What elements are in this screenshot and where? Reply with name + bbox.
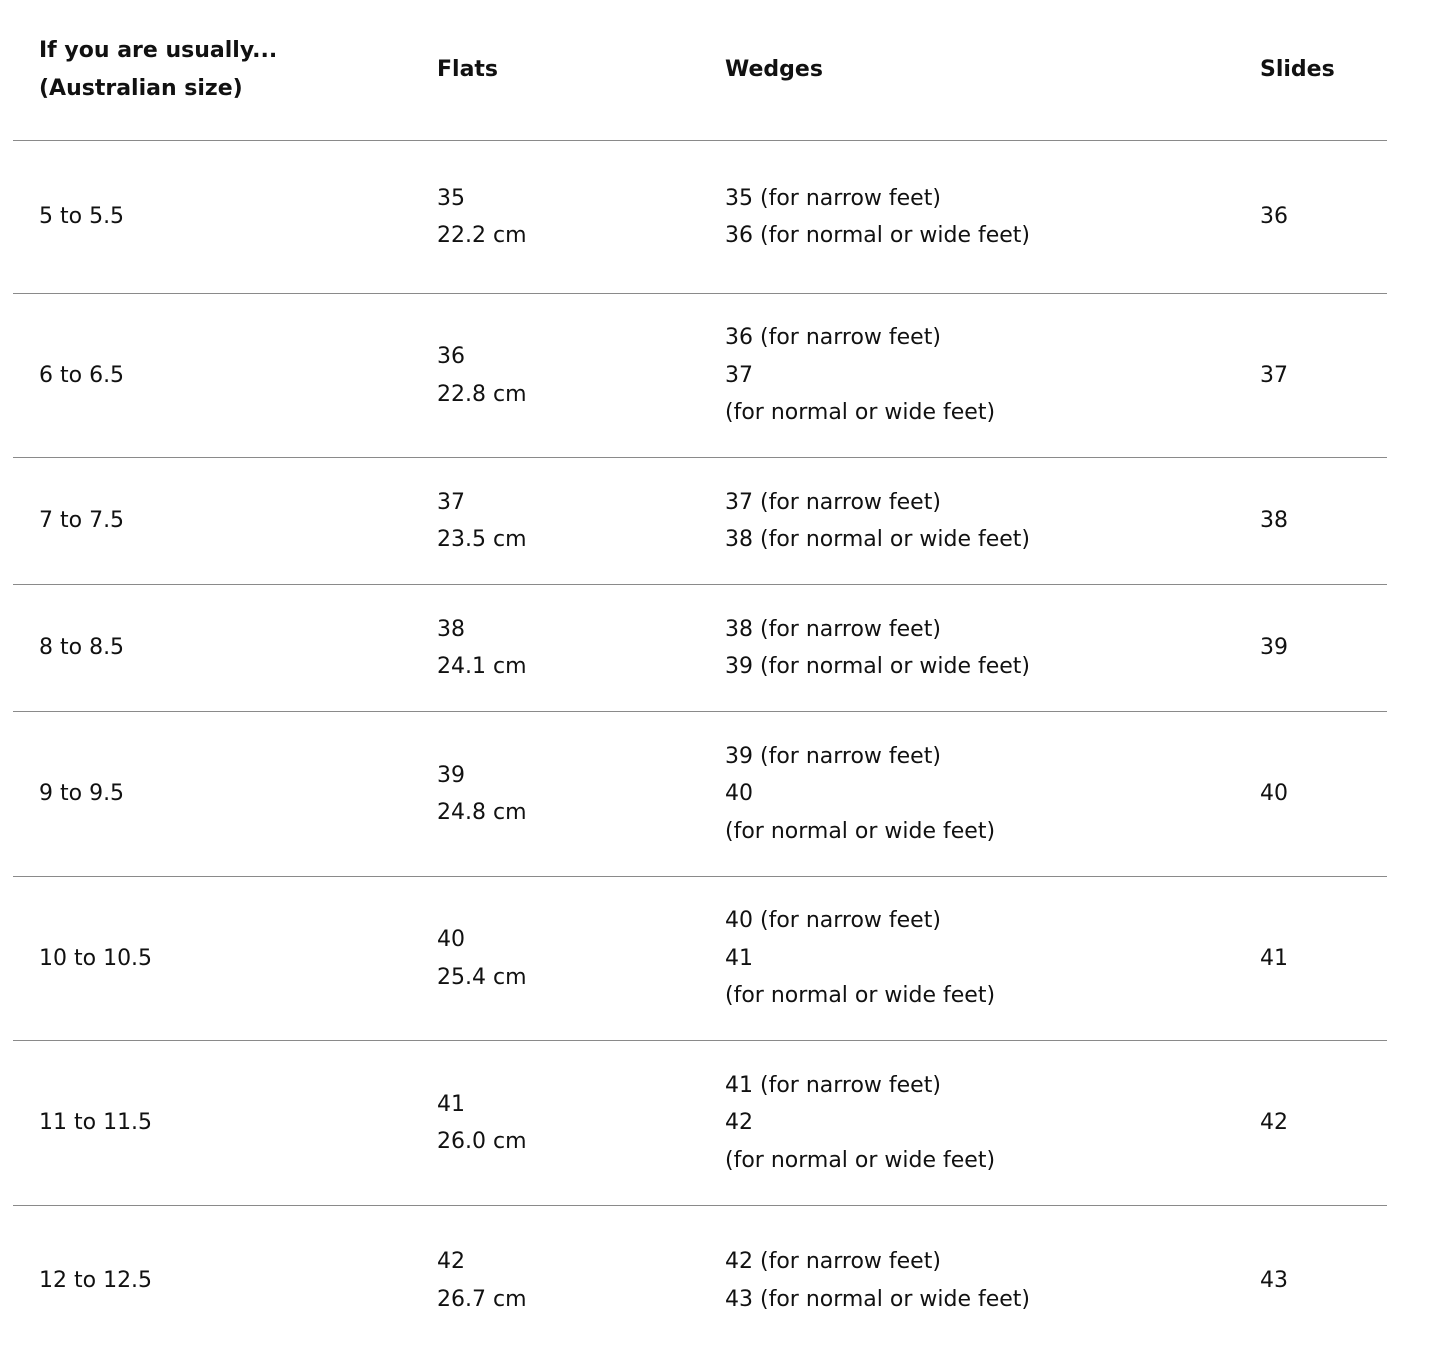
wedges-line: (for normal or wide feet) — [725, 983, 996, 1009]
flats-length: 26.0 cm — [437, 1129, 527, 1154]
cell-usual-size: 9 to 9.5 — [13, 712, 411, 877]
cell-flats — [411, 458, 699, 585]
wedges-line: 36 (for normal or wide feet) — [725, 223, 1031, 248]
flats-length: 23.5 cm — [437, 527, 527, 552]
wedges-line: (for normal or wide feet) — [725, 1147, 996, 1173]
flats-length: 24.8 cm — [437, 800, 527, 825]
flats-length: 22.2 cm — [437, 223, 527, 248]
cell-usual-size: 10 to 10.5 — [13, 877, 411, 1041]
table-row — [13, 294, 1387, 458]
table-row — [13, 1041, 1387, 1206]
cell-wedges — [699, 458, 1234, 585]
flats-size: 35 — [437, 185, 465, 211]
header-slides — [1234, 0, 1387, 141]
wedges-line: 41 (for narrow feet) — [725, 1072, 941, 1098]
cell-flats — [411, 141, 699, 294]
wedges-line: 42 (for narrow feet) — [725, 1249, 941, 1275]
header-flats-label: Flats — [437, 57, 499, 82]
table-row — [13, 141, 1387, 294]
wedges-line: 40 — [725, 781, 753, 807]
flats-size: 38 — [437, 616, 465, 642]
wedges-line: 39 (for narrow feet) — [725, 743, 941, 769]
wedges-line: 38 (for narrow feet) — [725, 616, 941, 642]
cell-slides: 39 — [1234, 585, 1387, 712]
flats-length: 26.7 cm — [437, 1286, 527, 1312]
cell-flats — [411, 877, 699, 1041]
wedges-line: (for normal or wide feet) — [725, 400, 996, 426]
wedges-line: 36 (for narrow feet) — [725, 325, 941, 351]
cell-usual-size: 5 to 5.5 — [13, 141, 411, 294]
wedges-line: 37 — [725, 362, 753, 388]
flats-size: 36 — [437, 344, 465, 369]
cell-flats — [411, 1206, 699, 1356]
wedges-line: 37 (for narrow feet) — [725, 489, 941, 515]
flats-size: 39 — [437, 762, 465, 788]
header-flats — [411, 0, 699, 141]
flats-length: 22.8 cm — [437, 381, 527, 407]
cell-slides: 36 — [1234, 141, 1387, 294]
header-slides-label: Slides — [1260, 57, 1335, 82]
table-row — [13, 712, 1387, 877]
cell-usual-size: 7 to 7.5 — [13, 458, 411, 585]
header-usual-size — [13, 0, 411, 141]
cell-flats — [411, 294, 699, 458]
cell-wedges — [699, 1041, 1234, 1206]
header-wedges-label: Wedges — [725, 57, 823, 82]
cell-flats — [411, 1041, 699, 1206]
cell-wedges — [699, 585, 1234, 712]
cell-slides: 42 — [1234, 1041, 1387, 1206]
cell-slides: 43 — [1260, 1268, 1288, 1293]
wedges-line: 41 — [725, 945, 753, 971]
table-row — [13, 585, 1387, 712]
cell-flats — [411, 585, 699, 712]
wedges-line: 39 (for normal or wide feet) — [725, 654, 1031, 679]
cell-usual-size: 8 to 8.5 — [13, 585, 411, 712]
cell-flats — [411, 712, 699, 877]
flats-size: 37 — [437, 489, 465, 515]
cell-wedges — [699, 294, 1234, 458]
wedges-line: 38 (for normal or wide feet) — [725, 527, 1031, 552]
table-row — [13, 877, 1387, 1041]
cell-wedges — [699, 712, 1234, 877]
flats-length: 25.4 cm — [437, 964, 527, 990]
header-wedges — [699, 0, 1234, 141]
table-header-row — [13, 0, 1387, 141]
wedges-line: (for normal or wide feet) — [725, 818, 996, 844]
table-row — [13, 458, 1387, 585]
header-usual-size-line-1: If you are usually... — [39, 38, 278, 63]
wedges-line: 42 — [725, 1110, 753, 1136]
cell-usual-size: 11 to 11.5 — [13, 1041, 411, 1206]
wedges-line: 35 (for narrow feet) — [725, 185, 941, 211]
size-conversion-table — [13, 0, 1387, 1356]
flats-size: 42 — [437, 1249, 465, 1275]
wedges-line: 40 (for narrow feet) — [725, 908, 941, 934]
header-usual-size-line-2: (Australian size) — [39, 76, 243, 101]
cell-wedges — [699, 877, 1234, 1041]
cell-slides: 38 — [1234, 458, 1387, 585]
cell-slides: 40 — [1234, 712, 1387, 877]
table-row — [13, 1206, 1387, 1356]
wedges-line: 43 (for normal or wide feet) — [725, 1286, 1031, 1312]
cell-wedges — [699, 141, 1234, 294]
flats-size: 41 — [437, 1091, 465, 1117]
flats-length: 24.1 cm — [437, 654, 527, 679]
cell-slides: 37 — [1234, 294, 1387, 458]
cell-wedges — [699, 1206, 1234, 1356]
flats-size: 40 — [437, 927, 465, 952]
cell-usual-size: 6 to 6.5 — [13, 294, 411, 458]
cell-slides: 41 — [1234, 877, 1387, 1041]
cell-usual-size: 12 to 12.5 — [39, 1268, 153, 1293]
